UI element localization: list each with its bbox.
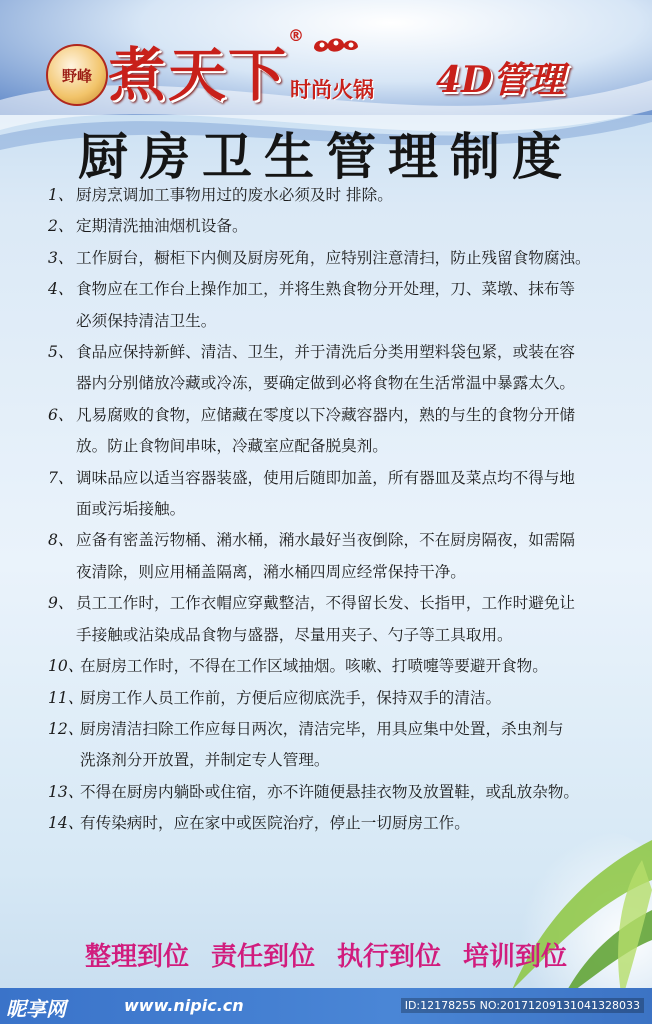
rule-text-line: 应备有密盖污物桶、潲水桶，潲水最好当夜倒除，不在厨房隔夜，如需隔	[76, 531, 576, 550]
brand-logo	[46, 44, 108, 106]
rule-text-line: 食物应在工作台上操作加工，并将生熟食物分开处理，刀、菜墩、抹布等	[76, 280, 576, 299]
rule-number: 1、	[48, 186, 74, 204]
brand-slogan: 时尚火锅	[290, 77, 374, 102]
rule-text	[76, 337, 638, 400]
footer-slogan-item: 培训到位	[463, 942, 568, 972]
rule-number: 9、	[48, 594, 74, 613]
rule-item	[48, 714, 638, 777]
rule-text-line: 放。防止食物间串味，冷藏室应配备脱臭剂。	[76, 437, 388, 456]
rule-item	[48, 400, 638, 463]
rule-text	[76, 243, 638, 274]
logo-text: 野峰	[61, 66, 92, 85]
rule-text	[76, 400, 638, 463]
rule-text	[76, 274, 638, 337]
rule-text-line: 夜清除，则应用桶盖隔离，潲水桶四周应经常保持干净。	[76, 562, 466, 581]
rule-item	[48, 588, 638, 651]
rule-text	[80, 683, 638, 714]
footer-slogan-item: 执行到位	[337, 942, 442, 972]
rule-number: 7、	[48, 468, 74, 487]
rule-text-line: 有传染病时，应在家中或医院治疗，停止一切厨房工作。	[80, 814, 470, 833]
rule-item	[48, 525, 638, 588]
rule-text	[80, 651, 638, 682]
rule-text	[76, 525, 638, 588]
rule-number: 6、	[48, 405, 74, 424]
rule-text	[76, 588, 638, 651]
rule-text-line: 食品应保持新鲜、清洁、卫生，并于清洗后分类用塑料袋包紧，或装在容	[76, 343, 576, 362]
auspicious-cloud-icon	[310, 34, 362, 56]
rule-number: 13、	[48, 782, 84, 801]
brand-name: 煮天下	[108, 41, 289, 109]
rule-number: 8、	[48, 531, 74, 550]
rule-number: 4、	[48, 280, 74, 299]
rule-item	[48, 651, 638, 682]
rule-number: 2、	[48, 217, 74, 236]
rule-text-line: 厨房烹调加工事物用过的废水必须及时 排除。	[76, 186, 393, 204]
rule-text-line: 在厨房工作时，不得在工作区域抽烟。咳嗽、打喷嚏等要避开食物。	[80, 657, 548, 676]
rule-text-line: 洗涤剂分开放置，并制定专人管理。	[80, 751, 330, 770]
footer-slogan-item: 整理到位	[84, 942, 189, 972]
rule-number: 10、	[48, 657, 84, 676]
footer-slogan-item: 责任到位	[210, 942, 315, 972]
rule-text-line: 凡易腐败的食物，应储藏在零度以下冷藏容器内，熟的与生的食物分开储	[76, 405, 576, 424]
rule-text-line: 手接触或沾染成品食物与盛器，尽量用夹子、勺子等工具取用。	[76, 625, 513, 644]
rule-text-line: 定期清洗抽油烟机设备。	[76, 217, 248, 236]
rule-number: 5、	[48, 343, 74, 362]
rule-text	[76, 180, 638, 211]
rule-item	[48, 337, 638, 400]
rule-text	[76, 463, 638, 526]
rule-text-line: 员工工作时，工作衣帽应穿戴整洁，不得留长发、长指甲，工作时避免让	[76, 594, 576, 613]
rules-list	[48, 180, 638, 840]
rule-text	[80, 714, 638, 777]
rule-number: 12、	[48, 719, 84, 738]
rule-item	[48, 274, 638, 337]
page-title: 厨房卫生管理制度	[78, 127, 574, 186]
watermark-id: ID:12178255 NO:20171209131041328033	[401, 998, 644, 1013]
rule-item	[48, 180, 638, 211]
rule-text-line: 必须保持清洁卫生。	[76, 311, 217, 330]
rule-text-line: 不得在厨房内躺卧或住宿，亦不许随便悬挂衣物及放置鞋，或乱放杂物。	[80, 782, 580, 801]
rule-text-line: 面或污垢接触。	[76, 500, 186, 519]
rule-text-line: 工作厨台，橱柜下内侧及厨房死角，应特别注意清扫，防止残留食物腐浊。	[76, 248, 591, 267]
rule-text-line: 厨房清洁扫除工作应每日两次，清洁完毕，用具应集中处置，杀虫剂与	[80, 719, 564, 738]
rule-item	[48, 211, 638, 242]
footer-slogans	[0, 936, 652, 973]
rule-item	[48, 463, 638, 526]
rule-number: 11、	[48, 688, 84, 707]
rule-number: 14、	[48, 814, 84, 833]
rule-item	[48, 243, 638, 274]
rule-text-line: 厨房工作人员工作前，方便后应彻底洗手，保持双手的清洁。	[80, 688, 502, 707]
rule-text	[76, 211, 638, 242]
watermark-site-name: 昵享网	[6, 997, 66, 1021]
watermark-url: www.nipic.cn	[124, 996, 244, 1015]
registered-mark: ®	[288, 26, 304, 45]
rule-item	[48, 683, 638, 714]
rule-text-line: 调味品应以适当容器装盛，使用后随即加盖，所有器皿及菜点均不得与地	[76, 468, 576, 487]
rule-text-line: 器内分别储放冷藏或冷冻，要确定做到必将食物在生活常温中暴露太久。	[76, 374, 576, 393]
management-badge: 4D管理	[436, 59, 565, 101]
rule-number: 3、	[48, 248, 74, 267]
